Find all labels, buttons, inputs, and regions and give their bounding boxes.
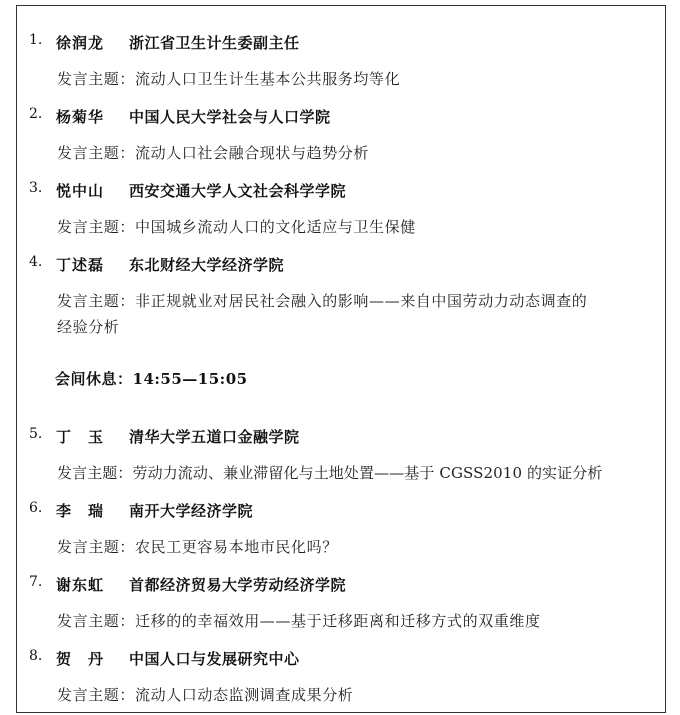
item-number: 4.: [29, 254, 43, 270]
item-number: 7.: [29, 574, 43, 590]
speaker-org: 中国人民大学社会与人口学院: [129, 108, 331, 126]
item-number: 8.: [29, 648, 43, 664]
speaker-name: 丁 玉: [56, 428, 105, 446]
speaker-name: 贺 丹: [56, 650, 105, 668]
speaker-name: 徐润龙: [56, 34, 105, 52]
topic-text: 发言主题：农民工更容易本地市民化吗？: [57, 538, 338, 556]
item-number: 5.: [29, 426, 43, 442]
topic-text: 发言主题：劳动力流动、兼业滞留化与土地处置——基于 CGSS2010 的实证分析: [57, 464, 603, 482]
item-number: 6.: [29, 500, 43, 516]
speaker-name: 李 瑞: [56, 502, 105, 520]
topic-text: 发言主题：流动人口动态监测调查成果分析: [57, 686, 354, 704]
break-text: 会间休息：14:55—15:05: [55, 370, 248, 388]
topic-text: 发言主题：流动人口卫生计生基本公共服务均等化: [57, 70, 401, 88]
topic-text: 发言主题：流动人口社会融合现状与趋势分析: [57, 144, 370, 162]
speaker-name: 悦中山: [56, 182, 105, 200]
speaker-org: 中国人口与发展研究中心: [129, 650, 300, 668]
speaker-org: 东北财经大学经济学院: [129, 256, 285, 274]
speaker-name: 丁述磊: [56, 256, 105, 274]
speaker-org: 首都经济贸易大学劳动经济学院: [129, 576, 347, 594]
topic-text: 发言主题：迁移的的幸福效用——基于迁移距离和迁移方式的双重维度: [57, 612, 541, 630]
speaker-org: 浙江省卫生计生委副主任: [129, 34, 300, 52]
topic-text: 发言主题：非正规就业对居民社会融入的影响——来自中国劳动力动态调查的: [57, 292, 588, 310]
topic-text-continued: 经验分析: [57, 318, 120, 336]
topic-text: 发言主题：中国城乡流动人口的文化适应与卫生保健: [57, 218, 416, 236]
speaker-org: 清华大学五道口金融学院: [129, 428, 300, 446]
speaker-org: 南开大学经济学院: [129, 502, 254, 520]
speaker-org: 西安交通大学人文社会科学学院: [129, 182, 347, 200]
item-number: 3.: [29, 180, 43, 196]
speaker-name: 谢东虹: [56, 576, 105, 594]
item-number: 2.: [29, 106, 43, 122]
speaker-name: 杨菊华: [56, 108, 105, 126]
item-number: 1.: [29, 32, 43, 48]
agenda-frame: [16, 5, 666, 713]
